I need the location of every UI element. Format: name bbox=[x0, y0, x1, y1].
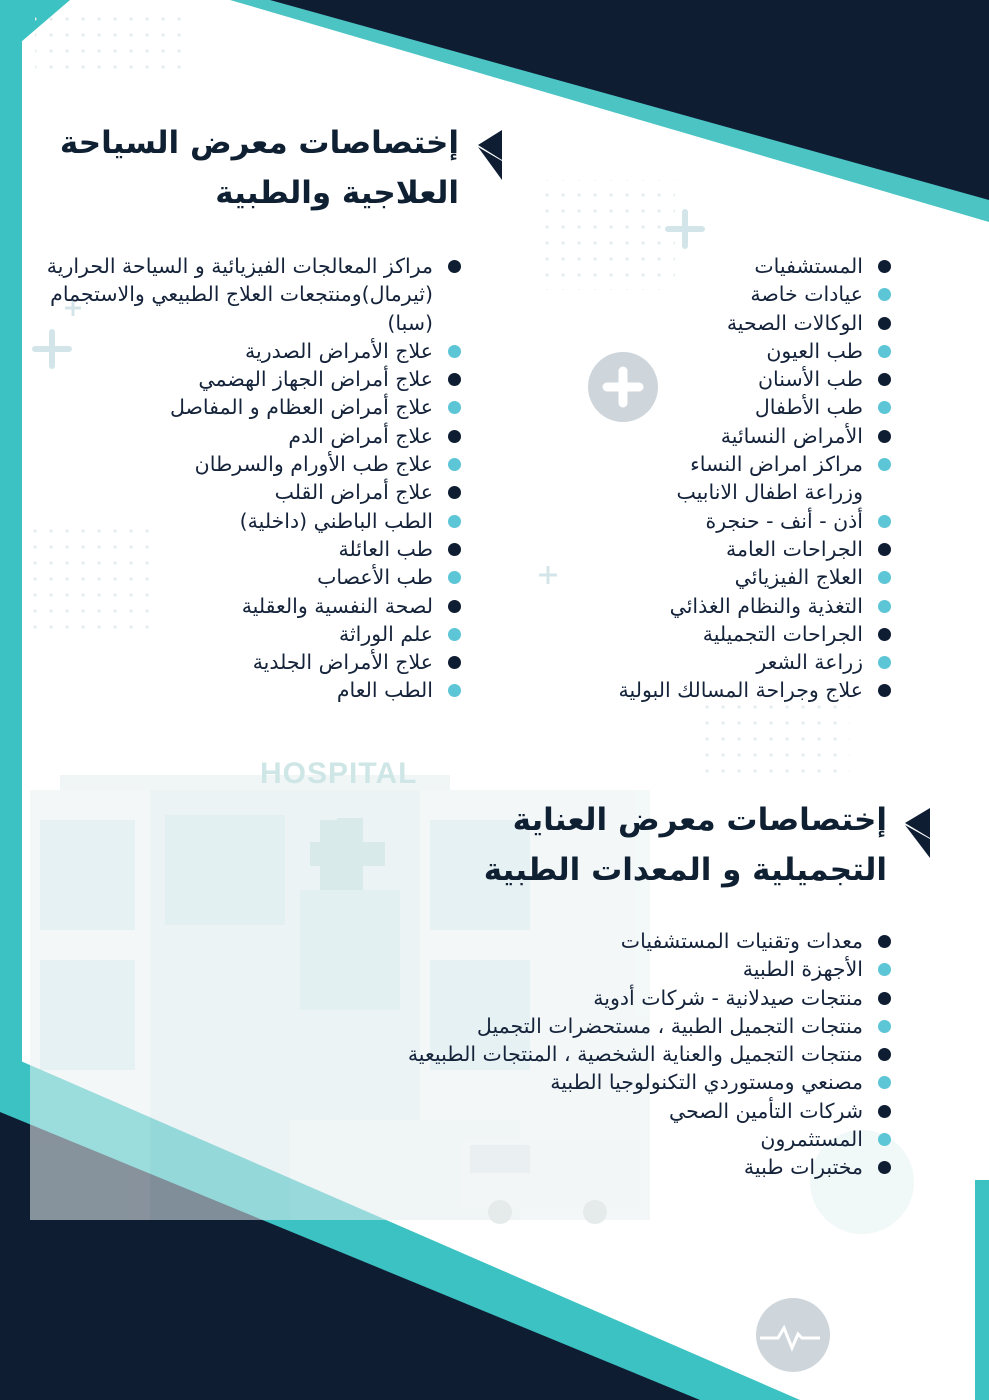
bullet-icon bbox=[878, 684, 891, 697]
bullet-icon bbox=[448, 628, 461, 641]
list-item-text: الطب العام bbox=[336, 678, 433, 703]
bullet-icon bbox=[878, 401, 891, 414]
bullet-icon bbox=[448, 458, 461, 471]
list-item bbox=[31, 478, 461, 506]
bullet-icon bbox=[878, 1133, 891, 1146]
bullet-icon bbox=[878, 458, 891, 471]
list-item-text: التغذية والنظام الغذائي bbox=[669, 593, 863, 618]
list-item-text: طب العيون bbox=[766, 338, 863, 363]
list-item-text: الأجهزة الطبية bbox=[742, 957, 863, 982]
list-item bbox=[491, 620, 891, 648]
list-item bbox=[231, 984, 891, 1012]
list-item-text: علاج طب الأورام والسرطان bbox=[194, 452, 433, 477]
list-item-text: طب الأطفال bbox=[754, 395, 863, 420]
list-item-text: علاج أمراض العظام و المفاصل bbox=[169, 395, 433, 420]
bullet-icon bbox=[878, 1020, 891, 1033]
bullet-icon bbox=[448, 684, 461, 697]
bullet-icon bbox=[878, 373, 891, 386]
list-item-text: عيادات خاصة bbox=[750, 282, 863, 307]
section2-heading-line1: إختصاصات معرض العناية bbox=[512, 802, 887, 838]
bullet-icon bbox=[448, 600, 461, 613]
list-item bbox=[491, 535, 891, 563]
bullet-icon bbox=[878, 543, 891, 556]
bullet-icon bbox=[878, 992, 891, 1005]
list-item-text: الأمراض النسائية bbox=[720, 423, 863, 448]
list-item-text: منتجات صيدلانية - شركات أدوية bbox=[593, 985, 863, 1010]
bullet-icon bbox=[878, 515, 891, 528]
list-item-text: مصنعي ومستوردي التكنولوجيا الطبية bbox=[550, 1070, 863, 1095]
list-item bbox=[491, 252, 891, 280]
bullet-icon bbox=[448, 571, 461, 584]
bullet-icon bbox=[878, 260, 891, 273]
list-item-text: العلاج الفيزيائي bbox=[734, 565, 863, 590]
bullet-icon bbox=[448, 430, 461, 443]
section2-heading-line2: التجميلية و المعدات الطبية bbox=[483, 852, 887, 888]
list-item-text: معدات وتقنيات المستشفيات bbox=[620, 929, 863, 953]
list-item bbox=[231, 1153, 891, 1181]
section1-heading bbox=[19, 118, 459, 218]
list-item-text: لصحة النفسية والعقلية bbox=[241, 593, 433, 618]
list-item bbox=[31, 450, 461, 478]
bullet-icon bbox=[878, 1076, 891, 1089]
section1-left-list bbox=[31, 252, 461, 705]
list-item-text: علاج الأمراض الجلدية bbox=[252, 650, 433, 675]
list-item-text: علم الوراثة bbox=[338, 621, 433, 646]
list-item-text: طب الأعصاب bbox=[317, 565, 433, 590]
bullet-icon bbox=[878, 600, 891, 613]
list-item bbox=[231, 1068, 891, 1096]
list-item bbox=[231, 955, 891, 983]
hospital-sign-text: HOSPITAL bbox=[260, 757, 418, 790]
bullet-icon bbox=[448, 486, 461, 499]
list-item-text: علاج أمراض القلب bbox=[274, 480, 433, 505]
bullet-icon bbox=[878, 1105, 891, 1118]
list-item-text: المستشفيات bbox=[754, 254, 863, 278]
list-item-text: الوكالات الصحية bbox=[726, 310, 863, 335]
bullet-icon bbox=[878, 571, 891, 584]
bullet-icon bbox=[448, 515, 461, 528]
bullet-icon bbox=[878, 345, 891, 358]
bullet-icon bbox=[448, 656, 461, 669]
list-item bbox=[491, 648, 891, 676]
list-item bbox=[491, 337, 891, 365]
list-item bbox=[231, 1012, 891, 1040]
bullet-icon bbox=[448, 260, 461, 273]
list-item-text: طب العائلة bbox=[338, 536, 433, 561]
list-item bbox=[653, 450, 891, 507]
list-item bbox=[31, 648, 461, 676]
list-item bbox=[31, 592, 461, 620]
section2-list bbox=[231, 927, 891, 1182]
section1-heading-line2: العلاجية والطبية bbox=[215, 175, 459, 211]
bullet-icon bbox=[878, 317, 891, 330]
list-item bbox=[31, 365, 461, 393]
list-item-text: علاج أمراض الجهاز الهضمي bbox=[198, 367, 433, 392]
list-item bbox=[491, 676, 891, 704]
list-item-text: علاج الأمراض الصدرية bbox=[245, 338, 433, 363]
list-item bbox=[31, 393, 461, 421]
list-item-text: أذن - أنف - حنجرة bbox=[705, 508, 863, 533]
bullet-icon bbox=[878, 935, 891, 948]
list-item bbox=[491, 393, 891, 421]
list-item-text: علاج وجراحة المسالك البولية bbox=[618, 678, 863, 703]
list-item bbox=[31, 252, 461, 337]
bullet-icon bbox=[878, 963, 891, 976]
bullet-icon bbox=[448, 373, 461, 386]
list-item bbox=[491, 280, 891, 308]
bullet-icon bbox=[448, 543, 461, 556]
list-item bbox=[31, 676, 461, 704]
list-item bbox=[231, 1125, 891, 1153]
bullet-icon bbox=[878, 1048, 891, 1061]
list-item-text: شركات التأمين الصحي bbox=[668, 1098, 863, 1123]
bullet-icon bbox=[878, 1161, 891, 1174]
list-item-text: علاج أمراض الدم bbox=[288, 423, 433, 448]
list-item-text: مراكز المعالجات الفيزيائية و السياحة الحرارية (ثيرمال)ومنتجعات العلاج الطبيعي والاستجمام (سبا) bbox=[46, 254, 433, 335]
list-item bbox=[491, 365, 891, 393]
bullet-icon bbox=[878, 288, 891, 301]
list-item bbox=[491, 563, 891, 591]
list-item bbox=[491, 592, 891, 620]
list-item-text: منتجات التجميل الطبية ، مستحضرات التجميل bbox=[476, 1013, 863, 1038]
list-item bbox=[491, 422, 891, 450]
list-item bbox=[31, 507, 461, 535]
list-item bbox=[491, 507, 891, 535]
list-item-text: الطب الباطني (داخلية) bbox=[239, 508, 433, 533]
bullet-icon bbox=[878, 656, 891, 669]
list-item bbox=[31, 337, 461, 365]
list-item bbox=[231, 1097, 891, 1125]
list-item-text: زراعة الشعر bbox=[756, 650, 863, 675]
bullet-icon bbox=[878, 430, 891, 443]
list-item-text: منتجات التجميل والعناية الشخصية ، المنتجات الطبيعية bbox=[407, 1042, 863, 1067]
list-item-text: الجراحات العامة bbox=[726, 536, 863, 561]
list-item-text: طب الأسنان bbox=[757, 367, 863, 392]
bullet-icon bbox=[878, 628, 891, 641]
list-item-text: الجراحات التجميلية bbox=[702, 621, 863, 646]
list-item bbox=[31, 620, 461, 648]
section1-right-list bbox=[491, 252, 891, 705]
list-item bbox=[231, 1040, 891, 1068]
section2-heading bbox=[347, 795, 887, 895]
list-item bbox=[231, 927, 891, 955]
list-item bbox=[31, 563, 461, 591]
bullet-icon bbox=[448, 401, 461, 414]
list-item bbox=[31, 535, 461, 563]
bullet-icon bbox=[448, 345, 461, 358]
section1-heading-line1: إختصاصات معرض السياحة bbox=[59, 125, 459, 161]
list-item-text: مختبرات طبية bbox=[743, 1155, 863, 1180]
list-item-text: المستثمرون bbox=[760, 1127, 863, 1152]
list-item bbox=[31, 422, 461, 450]
list-item bbox=[491, 309, 891, 337]
list-item-text: مراكز امراض النساء وزراعة اطفال الانابيب bbox=[676, 452, 863, 505]
